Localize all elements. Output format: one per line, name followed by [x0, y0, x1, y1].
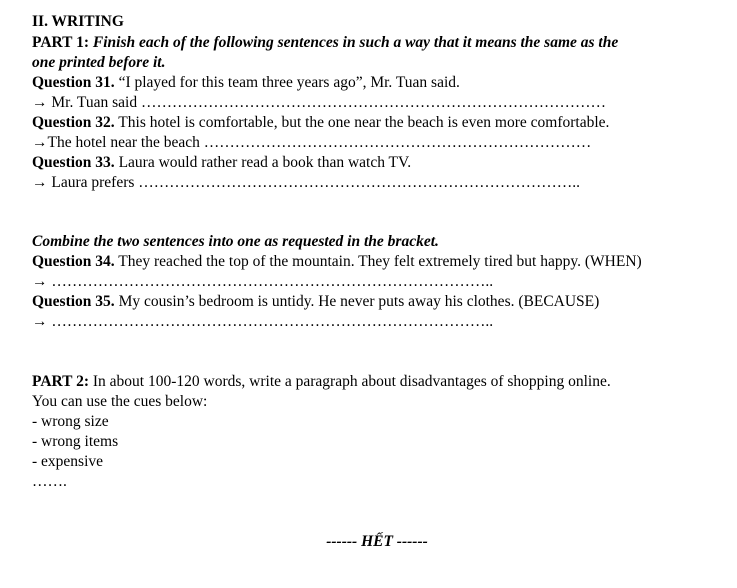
question-31-text: “I played for this team three years ago”, Mr. Tuan said.: [118, 74, 460, 91]
question-34-label: Question 34.: [32, 253, 115, 270]
question-32-label: Question 32.: [32, 114, 115, 131]
combine-instruction: Combine the two sentences into one as requested in the bracket.: [32, 233, 439, 250]
question-34-text: They reached the top of the mountain. They felt extremely tired but happy. (WHEN): [118, 253, 642, 270]
part2-instruction-line2: You can use the cues below:: [32, 393, 208, 410]
question-33: [32, 153, 411, 173]
question-35: [32, 292, 599, 312]
question-32: [32, 113, 609, 133]
question-33-text: Laura would rather read a book than watch TV.: [118, 154, 412, 171]
question-31-label: Question 31.: [32, 74, 115, 91]
part2-label: PART 2:: [32, 373, 90, 390]
part2-text: In about 100-120 words, write a paragraph about disadvantages of shopping online.: [92, 373, 611, 390]
question-31: [32, 73, 460, 93]
question-34-answer-line: → …………………………………………………………………………..: [32, 273, 494, 290]
part1-instruction: Finish each of the following sentences in such a way that it means the same as the: [92, 34, 619, 51]
part1-instruction-line1: [32, 33, 618, 53]
question-35-answer-line: → …………………………………………………………………………..: [32, 313, 494, 330]
question-35-label: Question 35.: [32, 293, 115, 310]
part1-instruction-line2: one printed before it.: [32, 54, 166, 71]
cue-item: - expensive: [32, 453, 104, 470]
cue-item: - wrong size: [32, 413, 109, 430]
end-mark: ------ HẾT ------: [326, 533, 428, 550]
question-34: [32, 252, 642, 272]
question-33-answer-line: → Laura prefers …………………………………………………………………………..: [32, 174, 581, 191]
question-33-label: Question 33.: [32, 154, 115, 171]
section-title: II. WRITING: [32, 13, 124, 30]
question-31-answer-line: → Mr. Tuan said ………………………………………………………………………………: [32, 94, 606, 111]
trailing-dots: …….: [32, 473, 67, 490]
question-35-text: My cousin’s bedroom is untidy. He never puts away his clothes. (BECAUSE): [118, 293, 600, 310]
question-32-text: This hotel is comfortable, but the one near the beach is even more comfortable.: [118, 114, 610, 131]
cue-item: - wrong items: [32, 433, 119, 450]
part1-label: PART 1:: [32, 34, 90, 51]
question-32-answer-line: →The hotel near the beach …………………………………………………………………: [32, 134, 592, 151]
part2-instruction-line1: [32, 372, 611, 392]
